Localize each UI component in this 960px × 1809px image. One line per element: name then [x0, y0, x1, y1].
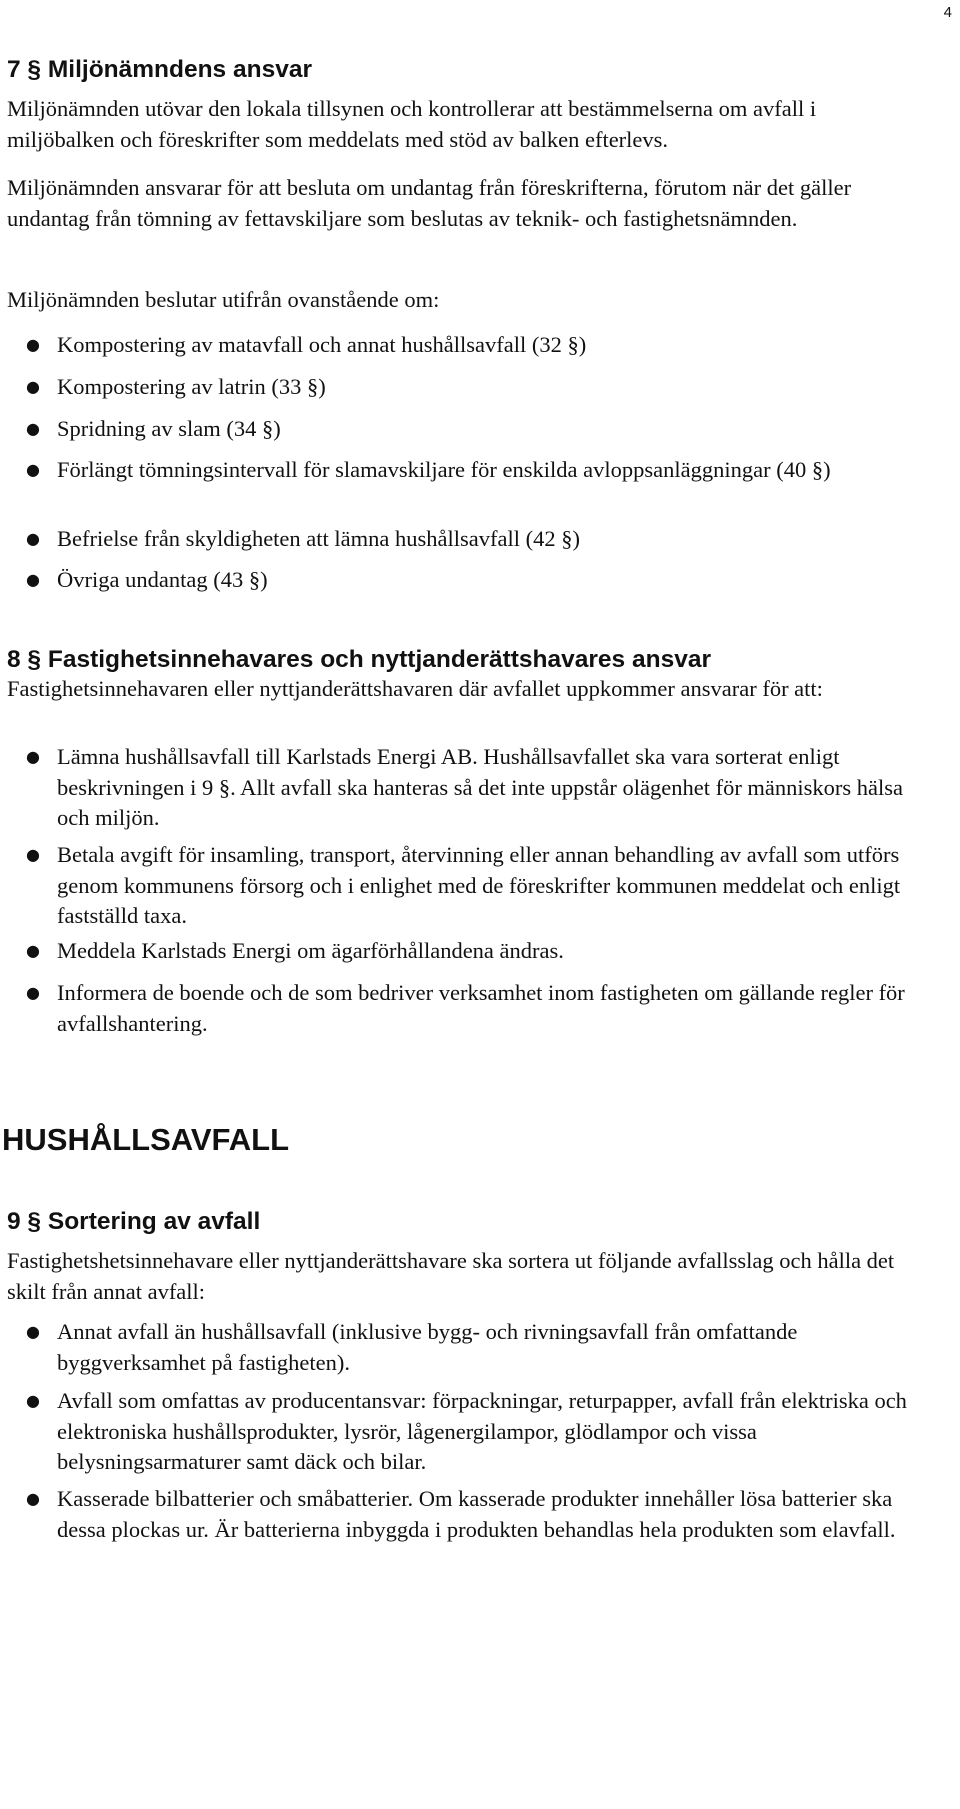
list-item-text: Avfall som omfattas av producentansvar: förpackningar, returpapper, avfall från elektriska och elektroniska hushållsprodukter, lysrör, lågenergilampor, glödlampor och vissa belysningsarmaturer samt däck och bilar. — [57, 1388, 907, 1474]
list-item — [26, 372, 917, 403]
section-7-paragraph-1: Miljönämnden utövar den lokala tillsynen och kontrollerar att bestämmelserna om avfall i miljöbalken och föreskrifter som meddelats med stöd av balken efterlevs. — [7, 96, 817, 152]
list-item — [26, 742, 917, 834]
list-item-text: Kompostering av latrin (33 §) — [57, 374, 326, 399]
list-item — [26, 1317, 917, 1378]
section-7-paragraph-2: Miljönämnden ansvarar för att besluta om undantag från föreskrifterna, förutom när det gäller undantag från tömning av fettavskiljare som beslutas av teknik- och fastighetsnämnden. — [7, 175, 852, 231]
list-item — [26, 524, 917, 555]
list-item — [26, 1386, 917, 1478]
section-8-heading: 8 § Fastighetsinnehavares och nyttjanderättshavares ansvar — [7, 646, 711, 673]
list-item — [26, 330, 917, 361]
list-item-text: Övriga undantag (43 §) — [57, 567, 268, 592]
page-number: 4 — [943, 4, 952, 21]
bullet-icon: ● — [26, 335, 40, 354]
section-7-heading: 7 § Miljönämndens ansvar — [7, 56, 312, 83]
bullet-icon: ● — [26, 1489, 40, 1508]
list-item-text: Meddela Karlstads Energi om ägarförhållandena ändras. — [57, 938, 564, 963]
bullet-icon: ● — [26, 419, 40, 438]
bullet-icon: ● — [26, 377, 40, 396]
list-item — [26, 565, 917, 596]
list-item — [26, 840, 917, 932]
list-item-text: Förlängt tömningsintervall för slamavskiljare för enskilda avloppsanläggningar (40 §) — [57, 457, 831, 482]
section-8-intro: Fastighetsinnehavaren eller nyttjanderättshavaren där avfallet uppkommer ansvarar för att: — [7, 676, 823, 701]
list-item — [26, 455, 917, 486]
list-item-text: Lämna hushållsavfall till Karlstads Energi AB. Hushållsavfallet ska vara sorterat enligt beskrivningen i 9 §. Allt avfall ska hanteras så det inte uppstår olägenhet för människors hälsa och miljön. — [57, 744, 904, 830]
list-item — [26, 1484, 917, 1545]
list-item-text: Annat avfall än hushållsavfall (inklusive bygg- och rivningsavfall från omfattande byggverksamhet på fastigheten). — [57, 1319, 798, 1375]
list-item-text: Befrielse från skyldigheten att lämna hushållsavfall (42 §) — [57, 526, 580, 551]
list-item-text: Kompostering av matavfall och annat hushållsavfall (32 §) — [57, 332, 587, 357]
bullet-icon: ● — [26, 1391, 40, 1410]
bullet-icon: ● — [26, 529, 40, 548]
list-item — [26, 414, 917, 445]
list-item-text: Kasserade bilbatterier och småbatterier. Om kasserade produkter innehåller lösa batterier ska dessa plockas ur. Är batterierna inbyggda i produkten behandlas hela produkten som elavfall. — [57, 1486, 896, 1542]
bullet-icon: ● — [26, 747, 40, 766]
list-item — [26, 936, 917, 967]
section-7-paragraph-3: Miljönämnden beslutar utifrån ovanstående om: — [7, 287, 440, 312]
list-item-text: Spridning av slam (34 §) — [57, 416, 281, 441]
section-9-intro: Fastighetshetsinnehavare eller nyttjanderättshavare ska sortera ut följande avfallsslag och hålla det skilt från annat avfall: — [7, 1248, 895, 1304]
bullet-icon: ● — [26, 570, 40, 589]
bullet-icon: ● — [26, 845, 40, 864]
list-item-text: Informera de boende och de som bedriver verksamhet inom fastigheten om gällande regler för avfallshantering. — [57, 980, 905, 1036]
bullet-icon: ● — [26, 983, 40, 1002]
section-9-heading: 9 § Sortering av avfall — [7, 1208, 261, 1235]
bullet-icon: ● — [26, 941, 40, 960]
chapter-heading: HUSHÅLLSAVFALL — [2, 1122, 290, 1157]
list-item — [26, 978, 917, 1039]
bullet-icon: ● — [26, 460, 40, 479]
bullet-icon: ● — [26, 1322, 40, 1341]
list-item-text: Betala avgift för insamling, transport, återvinning eller annan behandling av avfall som utförs genom kommunens försorg och i enlighet med de föreskrifter kommunen meddelat och enligt fastställd taxa. — [57, 842, 901, 928]
